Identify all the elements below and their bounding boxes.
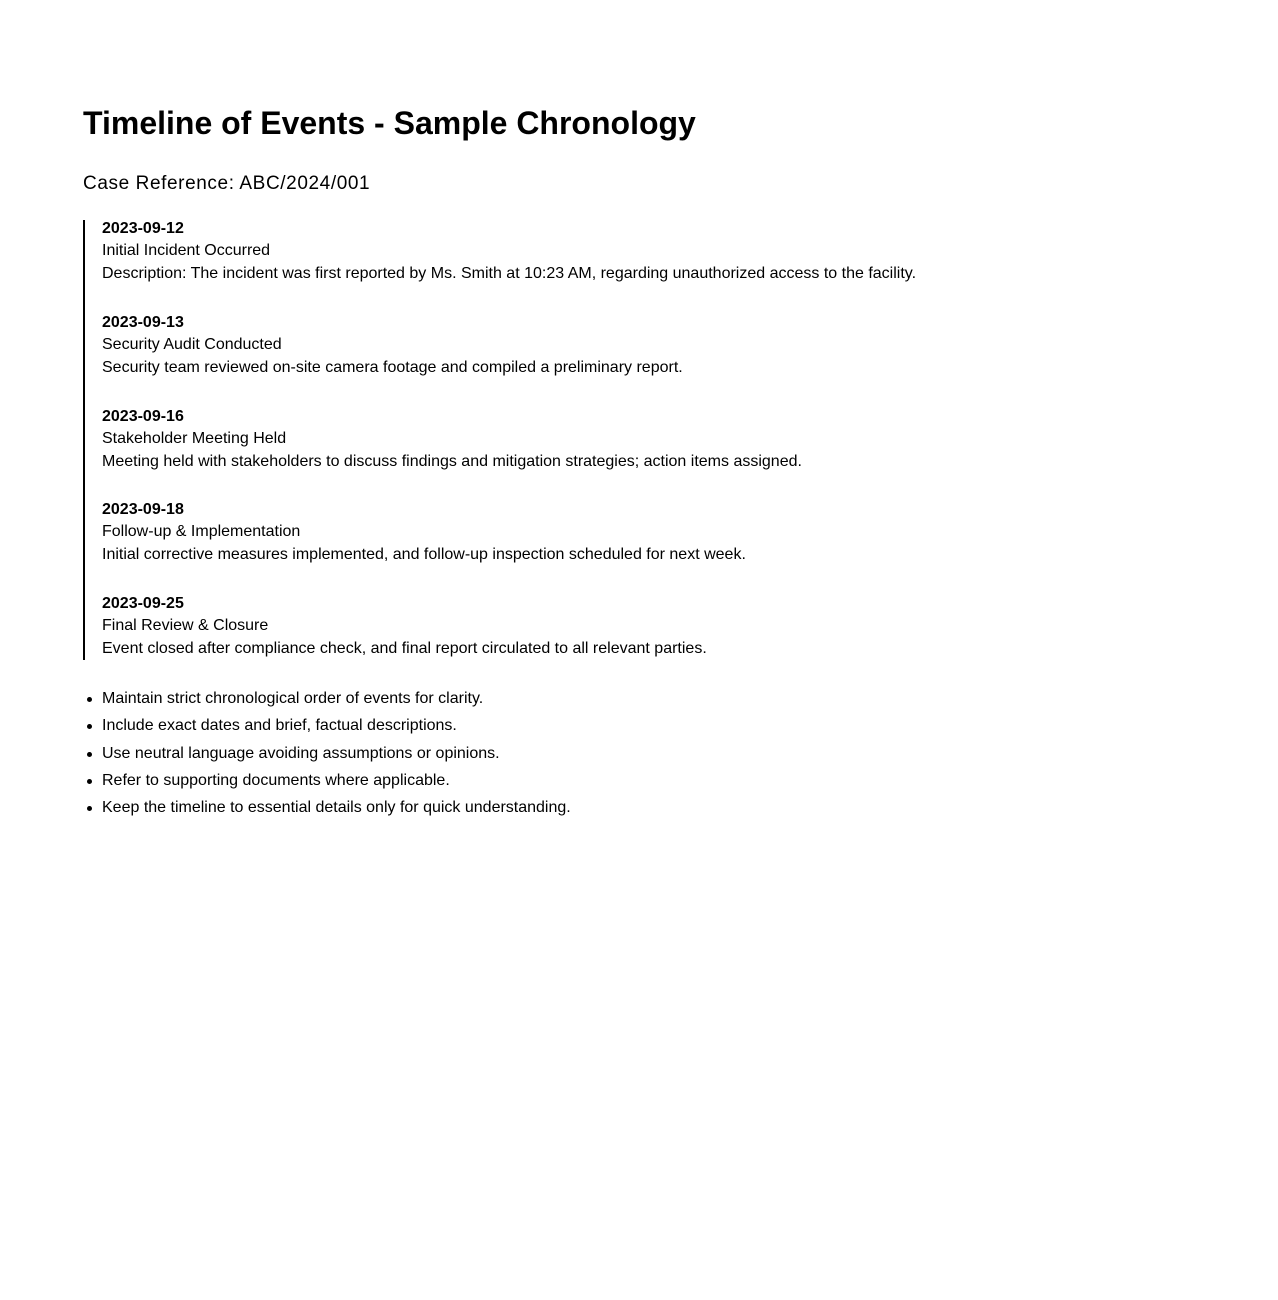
event-title: Stakeholder Meeting Held (102, 430, 287, 447)
event-title: Initial Incident Occurred (102, 242, 271, 259)
guidelines-list (83, 690, 571, 826)
case-reference: Case Reference: ABC/2024/001 (83, 173, 371, 194)
event-description: Security team reviewed on-site camera footage and compiled a preliminary report. (102, 359, 683, 376)
event-description: Event closed after compliance check, and final report circulated to all relevant parties. (102, 640, 707, 657)
list-item-text: Keep the timeline to essential details only for quick understanding. (102, 799, 571, 817)
list-item (83, 772, 571, 790)
list-item (83, 745, 571, 763)
list-item-text: Include exact dates and brief, factual descriptions. (102, 717, 457, 735)
list-item (83, 717, 571, 735)
bullet-icon (87, 779, 92, 784)
event-date: 2023-09-25 (102, 595, 184, 612)
list-item-text: Maintain strict chronological order of events for clarity. (102, 690, 484, 707)
timeline-event (102, 314, 1082, 377)
list-item-text: Refer to supporting documents where applicable. (102, 771, 450, 789)
bullet-icon (87, 806, 92, 811)
event-date: 2023-09-13 (102, 314, 184, 331)
list-item-text: Use neutral language avoiding assumptions or opinions. (102, 744, 500, 762)
bullet-icon (87, 697, 92, 702)
event-title: Follow-up & Implementation (102, 523, 301, 540)
event-title: Final Review & Closure (102, 617, 269, 634)
event-description: Description: The incident was first reported by Ms. Smith at 10:23 AM, regarding unauthorized access to the facility. (102, 265, 917, 282)
page-title: Timeline of Events - Sample Chronology (83, 105, 696, 141)
timeline-event (102, 220, 1082, 283)
event-date: 2023-09-12 (102, 220, 184, 237)
timeline-event (102, 408, 1082, 471)
timeline-event (102, 501, 1082, 564)
list-item (83, 799, 571, 817)
timeline (83, 220, 1085, 660)
timeline-event (102, 595, 1082, 658)
event-description: Initial corrective measures implemented, and follow-up inspection scheduled for next week. (102, 546, 746, 563)
event-description: Meeting held with stakeholders to discuss findings and mitigation strategies; action items assigned. (102, 453, 802, 470)
list-item (83, 690, 571, 708)
bullet-icon (87, 724, 92, 729)
event-date: 2023-09-18 (102, 501, 184, 518)
event-date: 2023-09-16 (102, 408, 184, 425)
event-title: Security Audit Conducted (102, 336, 282, 353)
bullet-icon (87, 752, 92, 757)
